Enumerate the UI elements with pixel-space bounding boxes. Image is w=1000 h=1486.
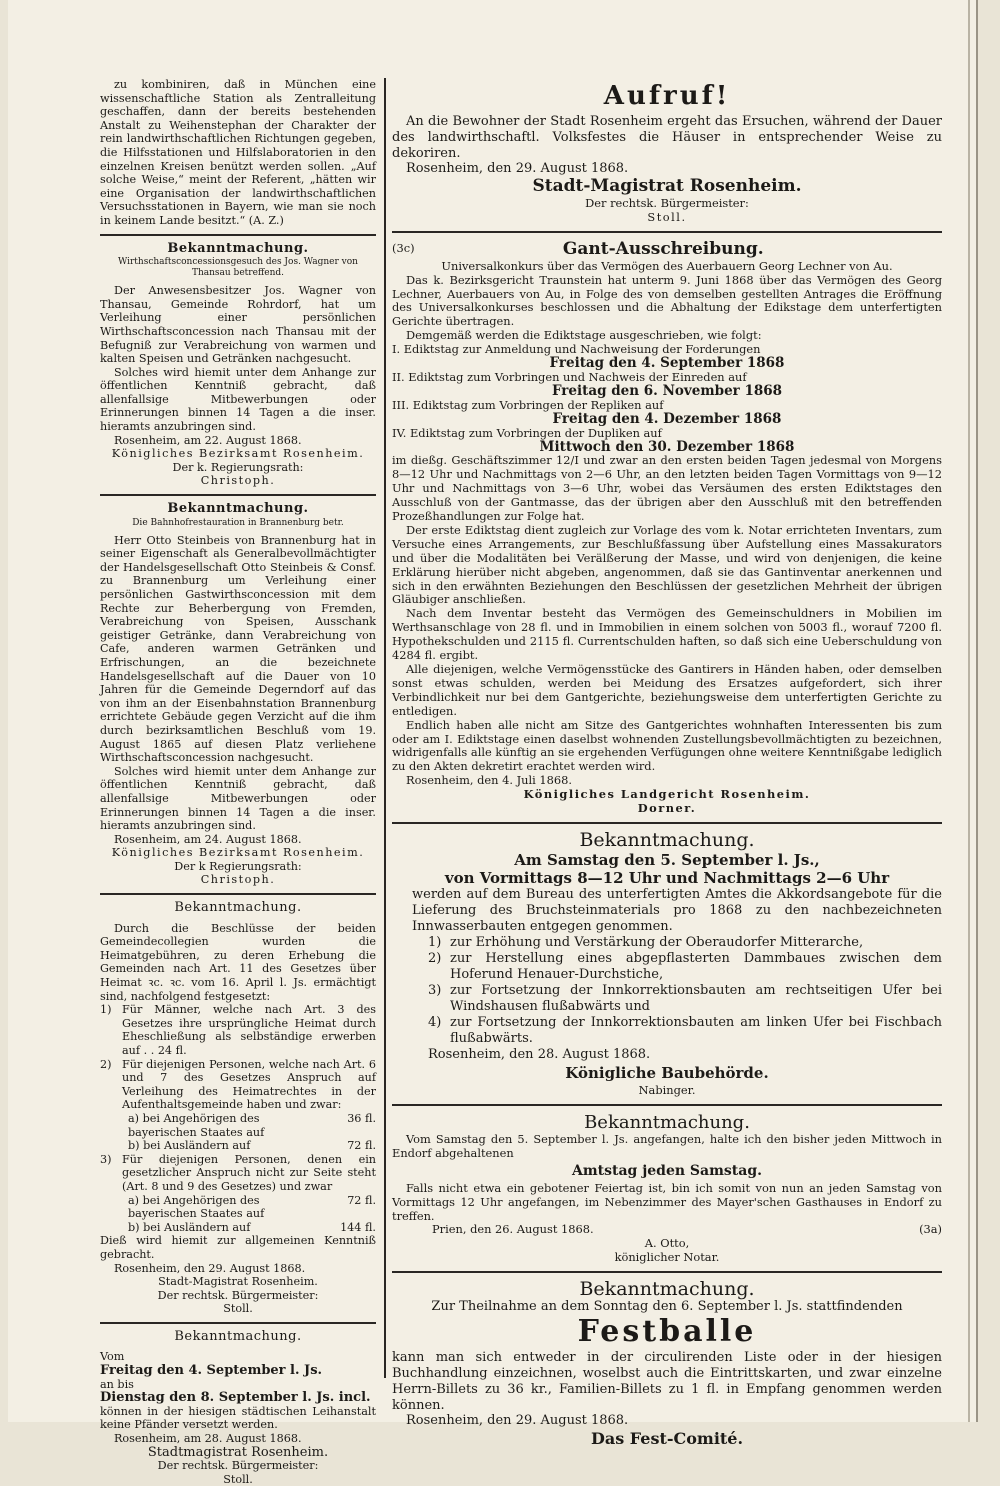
notice-date: Rosenheim, den 4. Juli 1868. [406,773,573,788]
notice-subtitle: Wirthschaftsconcessionsgesuch des Jos. Wagner von Thansau betreffend. [118,257,358,279]
divider [100,1322,376,1324]
list-item-text: zur Fortsetzung der Innkorrektionsbauten am linken Ufer bei Fischbach flußabwärts. [450,1014,942,1046]
notice-body: Zur Theilnahme an dem Sonntag den 6. September l. Js. stattfindenden [431,1299,903,1315]
divider [392,1271,942,1273]
notice-signature: Christoph. [200,474,276,488]
notice-office: Stadt-Magistrat Rosenheim. [158,1275,318,1289]
notice-date: Rosenheim, am 24. August 1868. [114,832,302,846]
divider [392,1104,942,1106]
list-item: 2) zur Herstellung eines abgepflasterten Dammbaues zwischen dem Hoferund Henauer-Durchstiche, [428,950,942,982]
fee-row [100,1139,376,1153]
fee-text: Für diejenigen Personen, welche nach Art. 6 und 7 des Gesetzes Anspruch auf Verleihung des Heimatrechtes in der Aufenthaltsgemeinde haben und zwar: [122,1057,376,1112]
notice-office: Königliches Bezirksamt Rosenheim. [111,447,365,461]
aufruf-title: Aufruf! [603,81,731,111]
notice-text: Vom [100,1350,125,1364]
notice-date-from: Freitag den 4. September l. Js. [100,1363,323,1379]
notice-date: Prien, den 26. August 1868. [432,1222,594,1237]
notice-title: Bekanntmachung. [174,1328,302,1344]
divider [392,822,942,824]
fee-value: 36 fl. [347,1111,376,1125]
notice-body: im dießg. Geschäftszimmer 12/I und zwar an den ersten beiden Tagen jedesmal von Morgens 8—12 Uhr und Nachmittags von 2—6 Uhr, an den letzten beiden Tagen Vormittags von 9—12 Uhr und Nachmittags von 3—6 Uhr, wobei das Versäumen des ersten Ediktstages den Ausschluß von der Gantmasse, das der übrigen aber den Ausschluß mit den betreffenden Prozeßhandlungen zur Folge hat. [392,453,942,524]
notice-body: Das k. Bezirksgericht Traunstein hat unterm 9. Juni 1868 über das Vermögen des Georg Lechner, Auerbauers von Au, in Folge des von demselben gestellten Antrages die Eröffnung des Universalkonkurses beschlossen und die Abhaltung der Edikstage dem unterfertigten Gerichte übertragen. [392,272,942,329]
notice-date: Rosenheim, am 22. August 1868. [114,433,302,447]
edikt-line: IV. Ediktstag zum Vorbringen der Dupliken auf [392,425,662,440]
notice-role: königlicher Notar. [614,1250,720,1265]
notice-title: Bekanntmachung. [579,828,755,851]
right-column [392,78,942,1449]
notice-office: Königliche Baubehörde. [565,1063,769,1082]
article-continuation: zu kombiniren, daß in München eine wissenschaftliche Station als Zentralleitung geschaffen, dann der bereits bestehenden Anstalt zu Weihenstephan der Charakter der rein landwirthschaftlichen Richtungen gegeben, die Hilfsstationen und Hilfslaboratorien in den einzelnen Kreisen benützt werden sollen. „Auf solche Weise,“ meint der Referent, „hätten wir eine Organisation der landwirthschaftlichen Versuchsstationen in Bayern, wie man sie noch in keinem Lande besitzt.“ (A. Z.) [100,78,376,227]
notice-office: Stadtmagistrat Rosenheim. [147,1444,329,1460]
notice-date: Rosenheim, am 28. August 1868. [114,1432,302,1446]
left-column [100,78,376,1486]
fee-value: 144 fl. [340,1220,376,1234]
notice-role: Der rechtsk. Bürgermeister: [157,1288,319,1302]
list-item-text: zur Fortsetzung der Innkorrektionsbauten am rechtseitigen Ufer bei Windshausen flußabwärts und [450,982,942,1014]
notice-body: Solches wird hiemit unter dem Anhange zur öffentlichen Kenntniß gebracht, daß allenfallsige Mitbewerbungen oder Erinnerungen binnen 14 Tagen a die inser. hieramts anzubringen sind. [100,764,376,833]
notice-aufruf [392,78,942,225]
notice-signature: Nabinger. [638,1082,696,1097]
notice-subtitle: Universalkonkurs über das Vermögen des Auerbauern Georg Lechner von Au. [441,258,893,273]
notice-date: Rosenheim, den 28. August 1868. [428,1046,651,1062]
fee-value: 72 fl. [347,1193,376,1207]
notice-signature: A. Otto, [644,1236,690,1251]
fee-text: a) bei Angehörigen des bayerischen Staates auf [128,1111,265,1139]
notice-body: kann man sich entweder in der circulirenden Liste oder in der hiesigen Buchhandlung einzeichnen, woselbst auch die Eintrittskarten, und zwar einzelne Herrn-Billets zu 36 kr., Familien-Billets zu 1 fl. in Empfang genommen werden können. [392,1350,942,1414]
notice-body: Falls nicht etwa ein gebotener Feiertag ist, bin ich somit von nun an jeden Samstag von Vormittags 12 Uhr angefangen, im Nebenzimmer des Mayer'schen Gasthauses in Endorf zu treffen. [392,1180,942,1223]
list-item-text: zur Erhöhung und Verstärkung der Oberaudorfer Mitterarche, [450,934,864,950]
issue-mark: (3a) [919,1222,942,1237]
notice-body: können in der hiesigen städtischen Leihanstalt keine Pfänder versetzt werden. [100,1404,376,1432]
notice-date-to: Dienstag den 8. September l. Js. incl. [100,1390,371,1406]
notice-headline: Amtstag jeden Samstag. [571,1162,763,1179]
fee-item: 1) Für Männer, welche nach Art. 3 des Gesetzes ihre ursprüngliche Heimat durch Eheschließung als selbständige erwerben auf . . 24 fl. [100,1003,376,1057]
notice-date: Rosenheim, den 29. August 1868. [406,1413,629,1429]
notice-signature: Stoll. [647,209,687,224]
festball-heading: Festballe [577,1314,757,1350]
notice-notar [392,1112,942,1265]
notice-signature: Dorner. [637,801,697,816]
notice-headline: von Vormittags 8—12 Uhr und Nachmittags 2—6 Uhr [444,868,890,887]
fee-item: 2) Für diejenigen Personen, welche nach Art. 6 und 7 des Gesetzes Anspruch auf Verleihung des Heimatrechtes in der Aufenthaltsgemeinde haben und zwar: [100,1057,376,1112]
notice-body: Der erste Ediktstag dient zugleich zur Vorlage des vom k. Notar errichteten Inventars, zum Versuche eines Arrangements, zur Beschlußfassung über Aufstellung eines Massakurators und über die Modalitäten bei Verälßerung der Masse, und wird von denjenigen, die keine Erklärung hierüber nicht abgeben, angenommen, daß sie das Gantinventar anerkennen und sich in den erwähnten Beziehungen den Beschlüssen der gesetzlichen Mehrheit der übrigen Gläubiger anschließen. [392,522,942,607]
fee-row [100,1194,376,1221]
edikt-date: Freitag den 4. September 1868 [549,355,785,372]
edikt-line: III. Ediktstag zum Vorbringen der Repliken auf [392,397,664,412]
notice-festball [392,1279,942,1449]
notice-signature: Christoph. [200,873,276,887]
notice-body: Vom Samstag den 5. September l. Js. angefangen, halte ich den bisher jeden Mittwoch in Endorf abgehaltenen [392,1131,942,1160]
divider [392,231,942,233]
notice-title: Bekanntmachung. [584,1111,750,1133]
notice-body: Nach dem Inventar besteht das Vermögen des Gemeinschuldners in Mobilien im Werthsanschlage von 28 fl. und in Immobilien in einem solchen von 5003 fl., worauf 7200 fl. Hypothekschulden und 2115 fl. Currentschulden haften, so daß sich eine Ueberschuldung von 4284 fl. ergibt. [392,606,942,663]
notice-title: Gant-Ausschreibung. [562,238,764,259]
notice-signature: Das Fest-Comité. [590,1428,744,1448]
page-edge-line [968,0,970,1422]
notice-office: Königliches Bezirksamt Rosenheim. [111,846,365,860]
notice-office: Königliches Landgericht Rosenheim. [523,787,811,802]
notice-body: Demgemäß werden die Ediktstage ausgeschrieben, wie folgt: [406,328,762,343]
notice-steinbeis [100,502,376,887]
notice-body: Durch die Beschlüsse der beiden Gemeindecollegien wurden die Heimatgebühren, zu deren Erhebung die Gemeinden nach Art. 11 des Gesetzes über Heimat ꝛc. ꝛc. vom 16. April l. Js. ermächtigt sind, nachfolgend festgesetzt: [100,921,376,1003]
divider [100,494,376,496]
notice-title: Bekanntmachung. [167,240,309,256]
fee-item: 3) Für diejenigen Personen, denen ein gesetzlicher Anspruch nicht zur Seite steht (Art. 8 und 9 des Gesetzes) und zwar [100,1152,376,1193]
notice-body: Alle diejenigen, welche Vermögensstücke des Gantirers in Händen haben, oder demselben sonst etwas schulden, werden bei Meidung des Ersatzes aufgefordert, sich ihrer Verbindlichkeit nur bei dem Gantgerichte, beziehungsweise dem unterfertigten Gerichte zu entledigen. [392,662,942,718]
notice-text: an bis [100,1377,134,1391]
notice-role: Der k Regierungsrath: [174,859,302,873]
edikt-date: Freitag den 4. Dezember 1868 [552,410,782,427]
notice-role: Der rechtsk. Bürgermeister: [585,195,749,210]
column-divider [384,78,386,1378]
issue-mark: (3c) [392,241,415,256]
list-item: 4) zur Fortsetzung der Innkorrektionsbauten am linken Ufer bei Fischbach flußabwärts. [428,1014,942,1046]
notice-wagner [100,242,376,489]
notice-title: Bekanntmachung. [174,900,302,916]
notice-body: werden auf dem Bureau des unterfertigten Amtes die Akkordsangebote für die Lieferung des Bruchsteinmaterials pro 1868 zu den nachbezeichneten Innwasserbauten entgegen genommen. [412,886,942,934]
notice-role: Der k. Regierungsrath: [172,460,304,474]
edikt-line: II. Ediktstag zum Vorbringen und Nachweis der Einreden auf [392,369,747,384]
notice-body: Der Anwesensbesitzer Jos. Wagner von Thansau, Gemeinde Rohrdorf, hat um Verleihung einer persönlichen Wirthschaftsconcession nach Thansau mit der Befugniß zur Verabreichung von warmen und kalten Speisen und Getränken nachgesucht. [100,284,376,366]
notice-role: Der rechtsk. Bürgermeister: [157,1459,319,1473]
notice-signature: Stoll. [223,1302,253,1316]
fee-text: b) bei Ausländern auf [128,1220,251,1234]
notice-body: An die Bewohner der Stadt Rosenheim ergeht das Ersuchen, während der Dauer des landwirthschaftl. Volksfestes die Häuser in entsprechender Weise zu dekoriren. [392,114,942,161]
fee-text: Für Männer, welche nach Art. 3 des Gesetzes ihre ursprüngliche Heimat durch Eheschließung als selbständige erwerben auf [122,1003,376,1057]
list-item: 1) zur Erhöhung und Verstärkung der Oberaudorfer Mitterarche, [392,935,942,951]
edikt-line: I. Ediktstag zur Anmeldung und Nachweisung der Forderungen [392,342,761,357]
notice-headline: Am Samstag den 5. September l. Js., [514,850,820,869]
divider [100,234,376,236]
edikt-date: Mittwoch den 30. Dezember 1868 [539,438,795,455]
notice-body: Endlich haben alle nicht am Sitze des Gantgerichtes wohnhaften Interessenten bis zum oder am I. Ediktstage einen daselbst wohnenden Zustellungsbevollmächtigten zu bezeichnen, widrigenfalls alle künftig an sie ergehenden Verfügungen ohne weitere Kenntnißgabe lediglich zu den Akten dekretirt erachtet werden wird. [392,717,942,774]
notice-baubehoerde [392,830,942,1098]
notice-office: Stadt-Magistrat Rosenheim. [532,175,802,196]
notice-body: Dieß wird hiemit zur allgemeinen Kenntniß gebracht. [100,1234,376,1261]
list-item: 3) zur Fortsetzung der Innkorrektionsbauten am rechtseitigen Ufer bei Windshausen flußabwärts und [428,982,942,1014]
notice-date: Rosenheim, den 29. August 1868. [406,161,629,176]
fee-text: Für diejenigen Personen, denen ein gesetzlicher Anspruch nicht zur Seite steht (Art. 8 und 9 des Gesetzes) und zwar [122,1152,376,1193]
fee-text: a) bei Angehörigen des bayerischen Staates auf [128,1193,265,1221]
notice-gant [392,239,942,816]
notice-date: Rosenheim, den 29. August 1868. [114,1261,306,1275]
notice-body: Solches wird hiemit unter dem Anhange zur öffentlichen Kenntniß gebracht, daß allenfallsige Mitbewerbungen oder Erinnerungen binnen 14 Tagen a die inser. hieramts anzubringen sind. [100,365,376,434]
notice-body: Herr Otto Steinbeis von Brannenburg hat in seiner Eigenschaft als Generalbevollmächtigter der Handelsgesellschaft Otto Steinbeis & Consf. zu Brannenburg um Verleihung einer persönlichen Gastwirthsconcession mit dem Rechte zur Beherbergung von Fremden, Verabreichung von Speisen, Ausschank geistiger Getränke, dann Verabreichung von Cafe, anderen warmen Getränken und Erfrischungen, an die bezeichnete Handelsgesellschaft auf die Dauer von 10 Jahren für die Gemeinde Degerndorf auf das von ihm an der Eisenbahnstation Brannenburg errichtete Gebäude gegen Verzicht auf die ihm durch bezirksamtlichen Beschluß vom 19. August 1865 auf diesen Platz verliehene Wirthschaftsconcession nachgesucht. [100,533,376,765]
notice-subtitle: Die Bahnhofrestauration in Brannenburg betr. [132,517,344,528]
notice-signature: Stoll. [223,1472,253,1486]
notice-title: Bekanntmachung. [167,501,309,517]
fee-row [100,1221,376,1235]
fee-value: 24 fl. [157,1044,187,1057]
fee-row [100,1112,376,1139]
divider [100,893,376,895]
notice-leihanstalt [100,1330,376,1486]
notice-title: Bekanntmachung. [579,1278,755,1301]
fee-text: b) bei Ausländern auf [128,1139,251,1153]
edikt-date: Freitag den 6. November 1868 [551,382,783,399]
fee-value: 72 fl. [347,1139,376,1153]
notice-heimat-fees [100,901,376,1316]
list-item-text: zur Herstellung eines abgepflasterten Dammbaues zwischen dem Hoferund Henauer-Durchstiche, [450,950,942,982]
